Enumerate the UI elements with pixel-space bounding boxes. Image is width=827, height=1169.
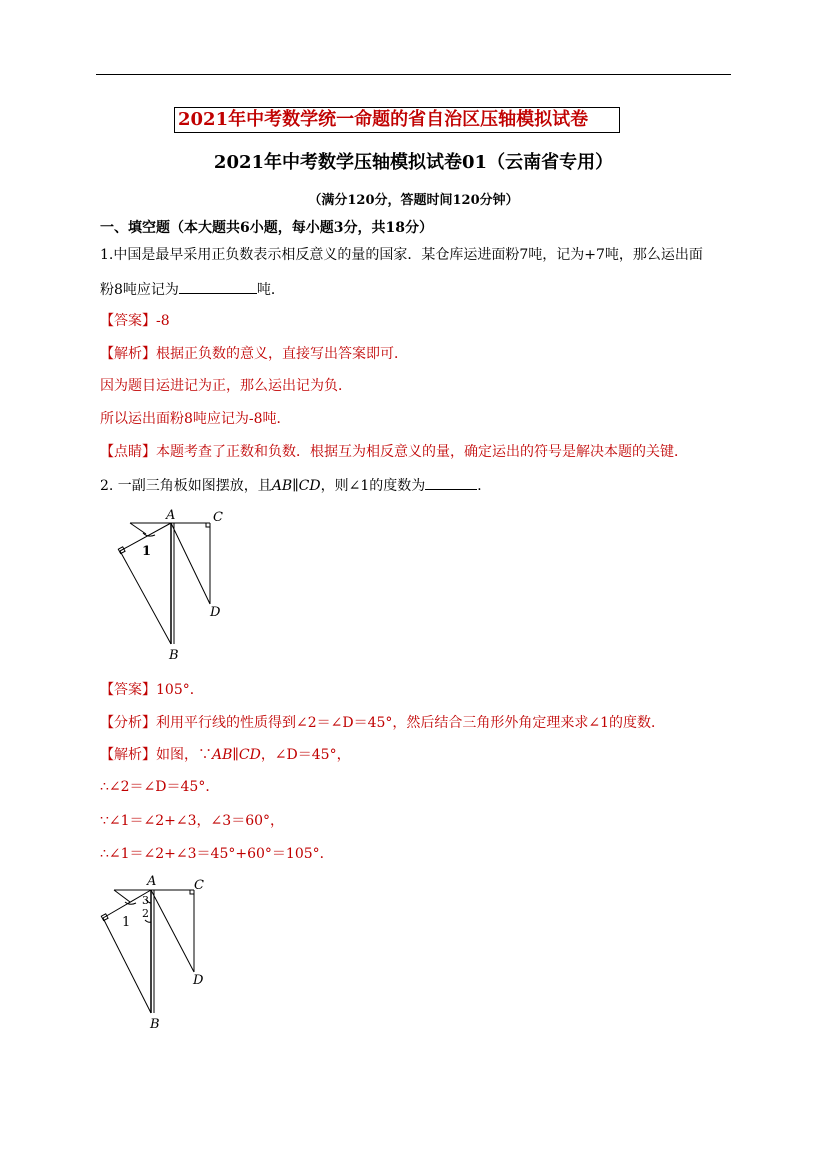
- triangle-figure-2: [90, 870, 230, 1040]
- fig2-label-b: B: [150, 1017, 160, 1032]
- q2-text-end: ．: [477, 478, 492, 494]
- q1-solution-line2: 所以运出面粉8吨应记为-8吨．: [100, 411, 291, 427]
- q2-solution-line2: ∴∠2＝∠D＝45°．: [100, 779, 220, 795]
- q2-solution-line4: ∴∠1＝∠2+∠3＝45°+60°＝105°．: [100, 846, 334, 862]
- fig1-label-a: A: [166, 508, 176, 523]
- q1-answer-blank: [179, 279, 257, 294]
- page-title: 2021年中考数学压轴模拟试卷01（云南省专用）: [213, 152, 614, 173]
- header-rule: [96, 74, 731, 75]
- q2-answer-blank: [425, 475, 477, 490]
- q2-text-post: ，则∠1的度数为: [320, 478, 426, 494]
- q1-comment: 【点睛】本题考查了正数和负数．根据互为相反意义的量，确定运出的符号是解决本题的关键．: [100, 444, 688, 460]
- q2-solution-line1-post: ，∠D＝45°，: [260, 747, 351, 763]
- q2-text-ab-cd: AB∥CD: [271, 478, 321, 494]
- q2-solution-line1: [100, 745, 351, 765]
- section-heading: 一、填空题（本大题共6小题，每小题3分，共18分）: [100, 220, 433, 236]
- fig1-label-b: B: [169, 648, 179, 663]
- fig2-label-angle-3: 3: [142, 894, 149, 907]
- triangle-figure-1: [105, 500, 245, 670]
- fig2-label-angle-1: 1: [122, 915, 131, 930]
- page-subtitle: （满分120分，答题时间120分钟）: [308, 193, 519, 208]
- fig1-label-angle-1: 1: [142, 544, 152, 559]
- q1-text-line1: 1.中国是最早采用正负数表示相反意义的量的国家．某仓库运进面粉7吨，记为+7吨，那么运出面: [100, 247, 703, 263]
- q2-analysis: 【分析】利用平行线的性质得到∠2＝∠D＝45°，然后结合三角形外角定理来求∠1的度数．: [100, 715, 666, 731]
- q2-answer: 【答案】105°．: [100, 682, 204, 698]
- fig2-label-c: C: [194, 878, 204, 893]
- q1-text-line2: [100, 279, 285, 300]
- q2-text-pre: 2. 一副三角板如图摆放，且: [100, 478, 272, 494]
- fig2-label-d: D: [193, 973, 204, 988]
- fig1-label-c: C: [213, 510, 223, 525]
- fig1-label-d: D: [210, 605, 221, 620]
- q1-answer: 【答案】-8: [100, 313, 170, 329]
- fig2-label-angle-2: 2: [142, 907, 149, 920]
- series-title-box: 2021年中考数学统一命题的省自治区压轴模拟试卷: [174, 107, 620, 133]
- fig2-label-a: A: [147, 874, 157, 889]
- q1-text-line2-pre: 粉8吨应记为: [100, 282, 179, 298]
- q2-solution-line1-pre: 【解析】如图，∵: [100, 747, 212, 763]
- q2-text: [100, 475, 491, 496]
- q1-analysis: 【解析】根据正负数的意义，直接写出答案即可．: [100, 346, 408, 362]
- q1-text-line2-post: 吨．: [256, 282, 285, 298]
- q2-solution-line3: ∵∠1＝∠2+∠3，∠3＝60°，: [100, 813, 285, 829]
- q2-solution-ab-cd: AB∥CD: [212, 747, 261, 763]
- q1-solution-line1: 因为题目运进记为正，那么运出记为负．: [100, 378, 352, 394]
